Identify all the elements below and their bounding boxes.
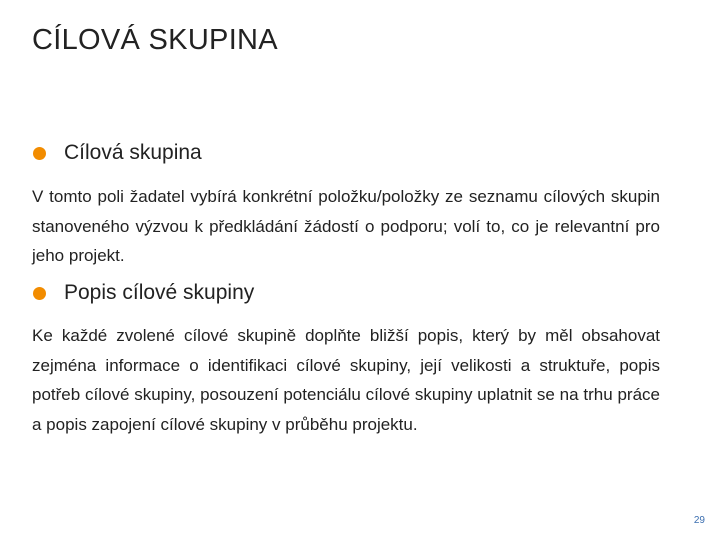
bullet-icon <box>33 287 46 300</box>
bullet-icon <box>33 147 46 160</box>
page-number: 29 <box>693 515 705 526</box>
section-heading-target-group-description <box>33 281 254 305</box>
page-title: CÍLOVÁ SKUPINA <box>32 24 278 56</box>
section-body-target-group-description: Ke každé zvolené cílové skupině doplňte bližší popis, který by měl obsahovat zejména informace o identifikaci cílové skupiny, její velikosti a struktuře, popis potřeb cílové skupiny, posouzení potenciálu cílové skupiny uplatnit se na trhu práce a popis zapojení cílové skupiny v průběhu projektu. <box>32 326 660 434</box>
section-heading-target-group <box>33 141 202 165</box>
section-body-target-group: V tomto poli žadatel vybírá konkrétní položku/položky ze seznamu cílových skupin stanoveného výzvou k předkládání žádostí o podporu; volí to, co je relevantní pro jeho projekt. <box>32 187 660 265</box>
section-heading-label: Cílová skupina <box>64 141 202 164</box>
section-heading-label: Popis cílové skupiny <box>64 281 255 304</box>
